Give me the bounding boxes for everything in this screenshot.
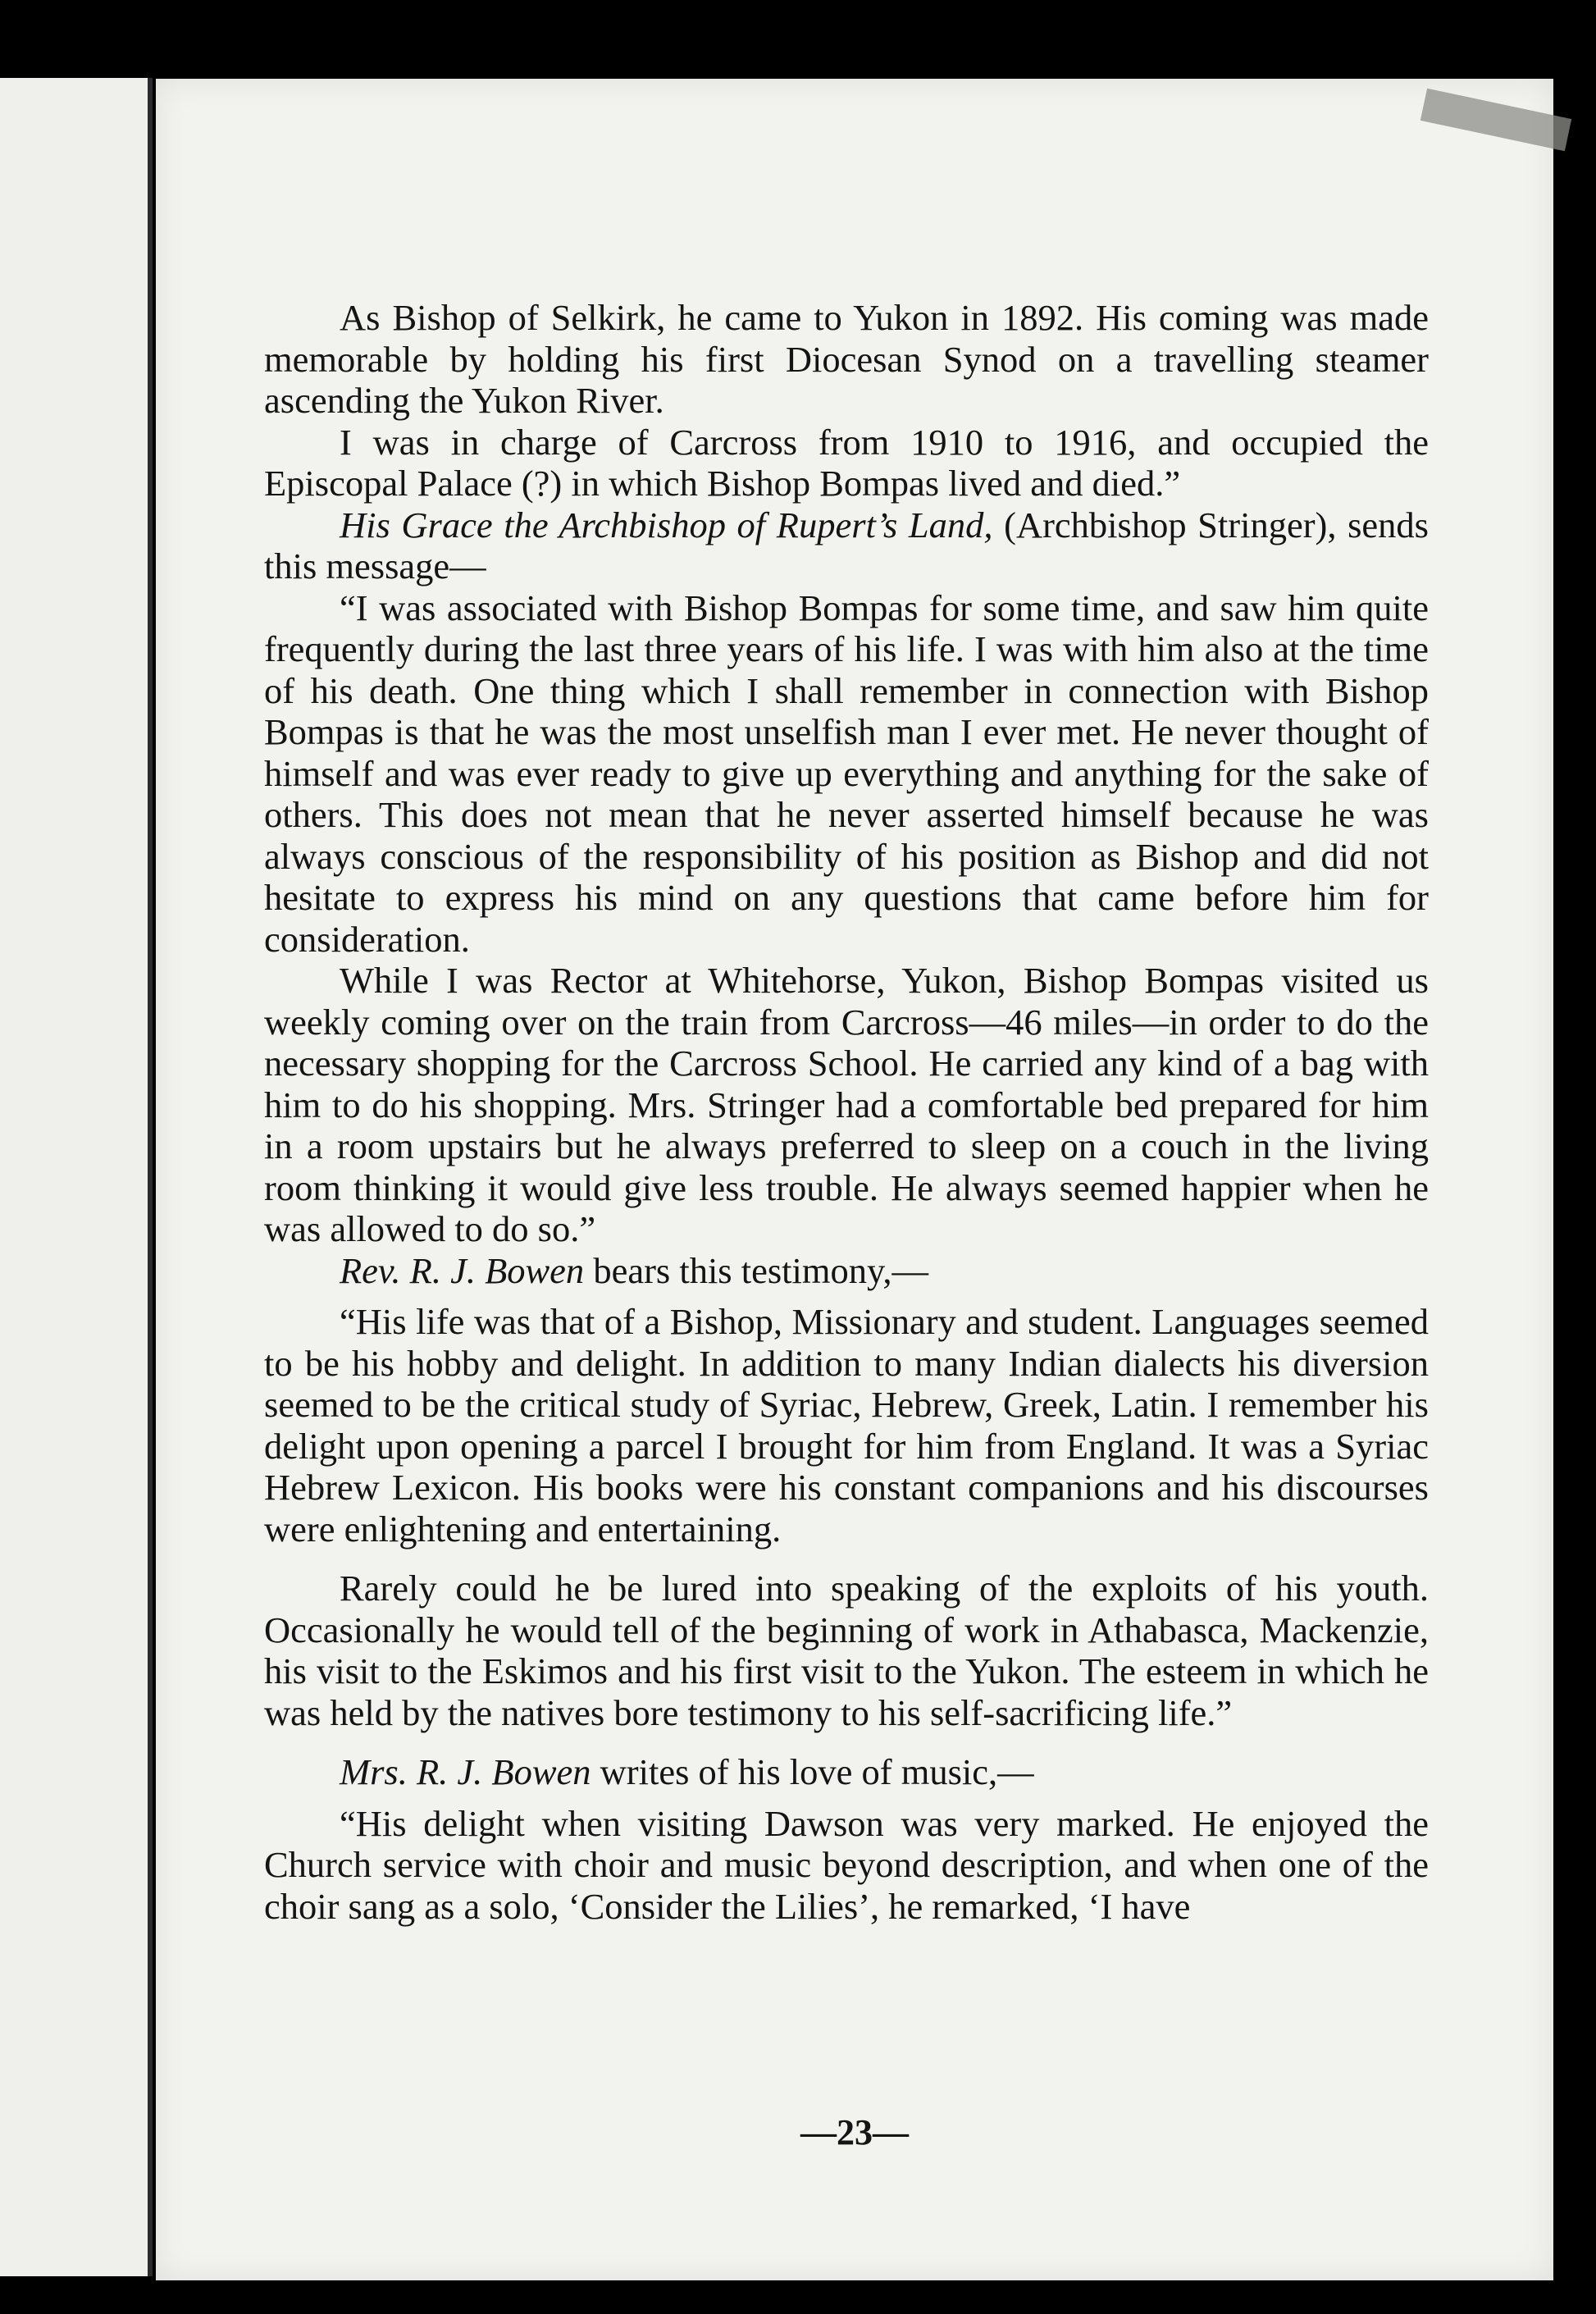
page-corner-curl xyxy=(1420,89,1571,152)
paragraph-whitehorse: While I was Rector at Whitehorse, Yukon, Bishop Bompas visited us weekly coming over on the train from Carcross—46 miles—in order to do the necessary shopping for the Carcross School. He carried any kind of a bag with him to do his shopping. Mrs. Stringer had a comfortable bed prepared for him in a room upstairs but he always preferred to sleep on a couch in the living room thinking it would give less trouble. He always seemed happier when he was allowed to do so.” xyxy=(264,960,1429,1249)
archbishop-title: His Grace the Archbishop of Rupert’s Land, xyxy=(340,504,993,545)
paragraph-dawson: “His delight when visiting Dawson was very marked. He enjoyed the Church service with choir and music beyond description, and when one of the choir sang as a solo, ‘Consider the Lilies’, he remarked, ‘I have xyxy=(264,1802,1429,1927)
paragraph-exploits: Rarely could he be lured into speaking of the exploits of his youth. Occasionally he would tell of the beginning of work in Athabasca, Mackenzie, his visit to the Eskimos and his first visit to the Yukon. The esteem in which he was held by the natives bore testimony to his self-sacrificing life.” xyxy=(264,1568,1429,1733)
paragraph-stringer-quote: “I was associated with Bishop Bompas for some time, and saw him quite frequently during the last three years of his life. I was with him also at the time of his death. One thing which I shall remember in connection with Bishop Bompas is that he was the most unselfish man I ever met. He never thought of himself and was ever ready to give up everything and anything for the sake of others. This does not mean that he never asserted himself because he was always conscious of the responsibility of his position as Bishop and did not hesitate to express his mind on any questions that came before him for consideration. xyxy=(264,586,1429,960)
paragraph-mrs-bowen-intro: Mrs. R. J. Bowen writes of his love of music,— xyxy=(340,1751,1034,1792)
facing-page-edge xyxy=(0,78,153,2276)
book-page xyxy=(156,79,1553,2280)
mrs-bowen-name: Mrs. R. J. Bowen xyxy=(340,1751,591,1792)
rev-bowen-name: Rev. R. J. Bowen xyxy=(340,1249,585,1291)
body-text xyxy=(264,297,1429,1927)
gutter-shadow xyxy=(148,78,153,2276)
page-number: —23— xyxy=(800,2112,909,2152)
paragraph-bowen-quote: “His life was that of a Bishop, Missionary and student. Languages seemed to be his hobby and delight. In addition to many Indian dialects his diversion seemed to be the critical study of Syriac, Hebrew, Greek, Latin. I remember his delight upon opening a parcel I brought for him from England. It was a Syriac Hebrew Lexicon. His books were his constant companions and his discourses were enlightening and entertaining. xyxy=(264,1301,1429,1550)
paragraph-carcross: I was in charge of Carcross from 1910 to 1916, and occupied the Episcopal Palace (?) in which Bishop Bompas lived and died.” xyxy=(264,421,1429,504)
paragraph-selkirk: As Bishop of Selkirk, he came to Yukon in 1892. His coming was made memorable by holding his first Diocesan Synod on a travelling steamer ascending the Yukon River. xyxy=(264,297,1429,421)
paragraph-bowen-intro: Rev. R. J. Bowen bears this testimony,— xyxy=(340,1249,929,1291)
paragraph-archbishop-intro: His Grace the Archbishop of Rupert’s Land, (Archbishop Stringer), sends this message— xyxy=(264,504,1429,586)
